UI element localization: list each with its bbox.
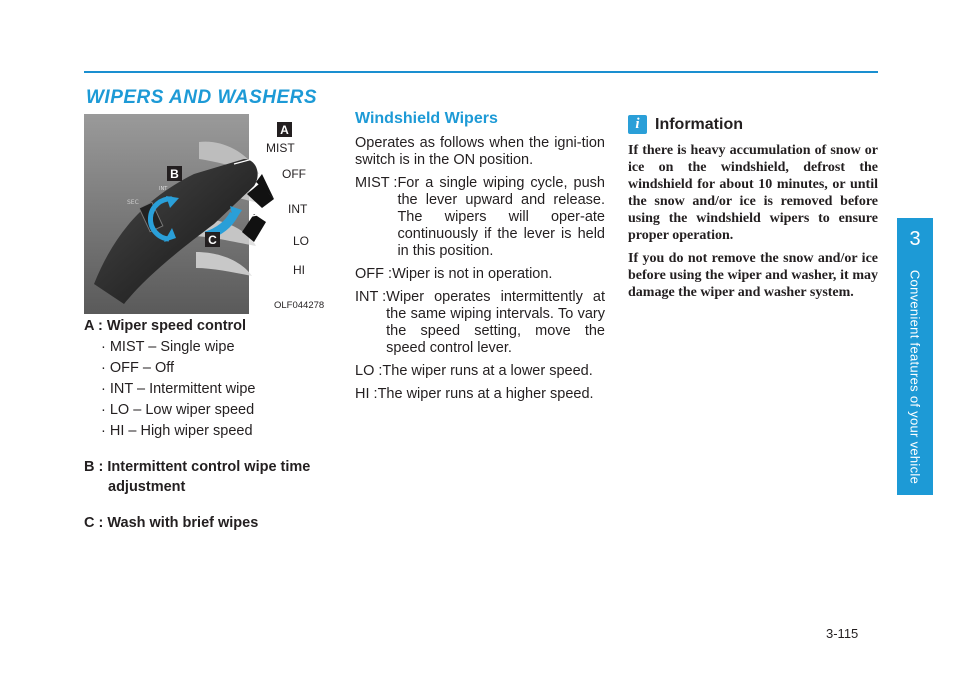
- wipers-title: Windshield Wipers: [355, 110, 498, 127]
- svg-text:B: B: [170, 167, 179, 181]
- label-hi: HI: [293, 263, 305, 277]
- legend-a-item: · OFF – Off: [101, 360, 175, 376]
- wipers-intro: Operates as follows when the igni-tion switch is in the ON position.: [355, 135, 605, 168]
- def-hi: [355, 386, 605, 403]
- figure-legend: [84, 316, 334, 533]
- def-off: [355, 266, 605, 283]
- label-c-badge: [205, 232, 220, 247]
- info-icon: i: [628, 115, 647, 134]
- legend-a-item: · LO – Low wiper speed: [101, 402, 255, 418]
- label-b-badge: [167, 166, 182, 181]
- chapter-tab: [897, 218, 933, 495]
- legend-a-head: A : Wiper speed control: [84, 318, 247, 334]
- legend-b-head: B : Intermittent control wipe time adjustment: [84, 459, 311, 495]
- def-lo: [355, 363, 605, 380]
- def-desc: Wiper is not in operation.: [392, 266, 553, 282]
- figure-code: OLF044278: [274, 300, 325, 311]
- section-title: WIPERS AND WASHERS: [86, 87, 318, 108]
- info-title: Information: [655, 115, 743, 133]
- legend-a-item: · MIST – Single wipe: [101, 339, 235, 355]
- info-paragraph: If you do not remove the snow and/or ice before using the wiper and washer, it may damage the wiper and washer system.: [628, 251, 878, 300]
- def-desc: The wiper runs at a higher speed.: [377, 386, 594, 402]
- top-rule: [84, 71, 878, 73]
- def-desc: The wiper runs at a lower speed.: [382, 363, 593, 379]
- page-number: 3-115: [826, 626, 859, 641]
- def-term: OFF :: [355, 266, 393, 282]
- def-term: INT :: [355, 289, 387, 305]
- label-a-badge: [277, 122, 292, 137]
- windshield-wipers-section: [355, 110, 605, 409]
- svg-text:C: C: [208, 233, 217, 247]
- chapter-number: 3: [909, 228, 921, 250]
- label-off: OFF: [282, 167, 306, 181]
- chapter-title: Convenient features of your vehicle: [907, 269, 923, 485]
- def-desc: Wiper operates intermittently at the same wiping intervals. To vary the speed setting, move the speed control lever.: [386, 289, 605, 356]
- def-term: LO :: [355, 363, 383, 379]
- def-term: MIST :: [355, 175, 398, 191]
- label-lo: LO: [293, 234, 310, 248]
- info-paragraph: If there is heavy accumulation of snow or ice on the windshield, defrost the windshield for about 10 minutes, or until the snow and/or ice is removed before using the windshield wipers to ensure proper operation.: [628, 143, 878, 243]
- wiper-lever-photo: [84, 114, 333, 314]
- def-int: [355, 289, 605, 357]
- svg-text:A: A: [280, 123, 289, 137]
- def-term: HI :: [355, 386, 378, 402]
- information-box: [628, 115, 878, 307]
- def-desc: For a single wiping cycle, push the lever upward and release. The wipers will oper-ate continuously if the lever is held in this position.: [397, 175, 605, 259]
- svg-text:SEC: SEC: [127, 199, 139, 206]
- label-mist: MIST: [266, 141, 295, 155]
- label-int: INT: [288, 202, 308, 216]
- legend-a-item: · INT – Intermittent wipe: [101, 381, 256, 397]
- legend-a-item: · HI – High wiper speed: [101, 423, 253, 439]
- svg-text:INT: INT: [159, 186, 168, 192]
- legend-c-head: C : Wash with brief wipes: [84, 515, 259, 531]
- def-mist: [355, 175, 605, 260]
